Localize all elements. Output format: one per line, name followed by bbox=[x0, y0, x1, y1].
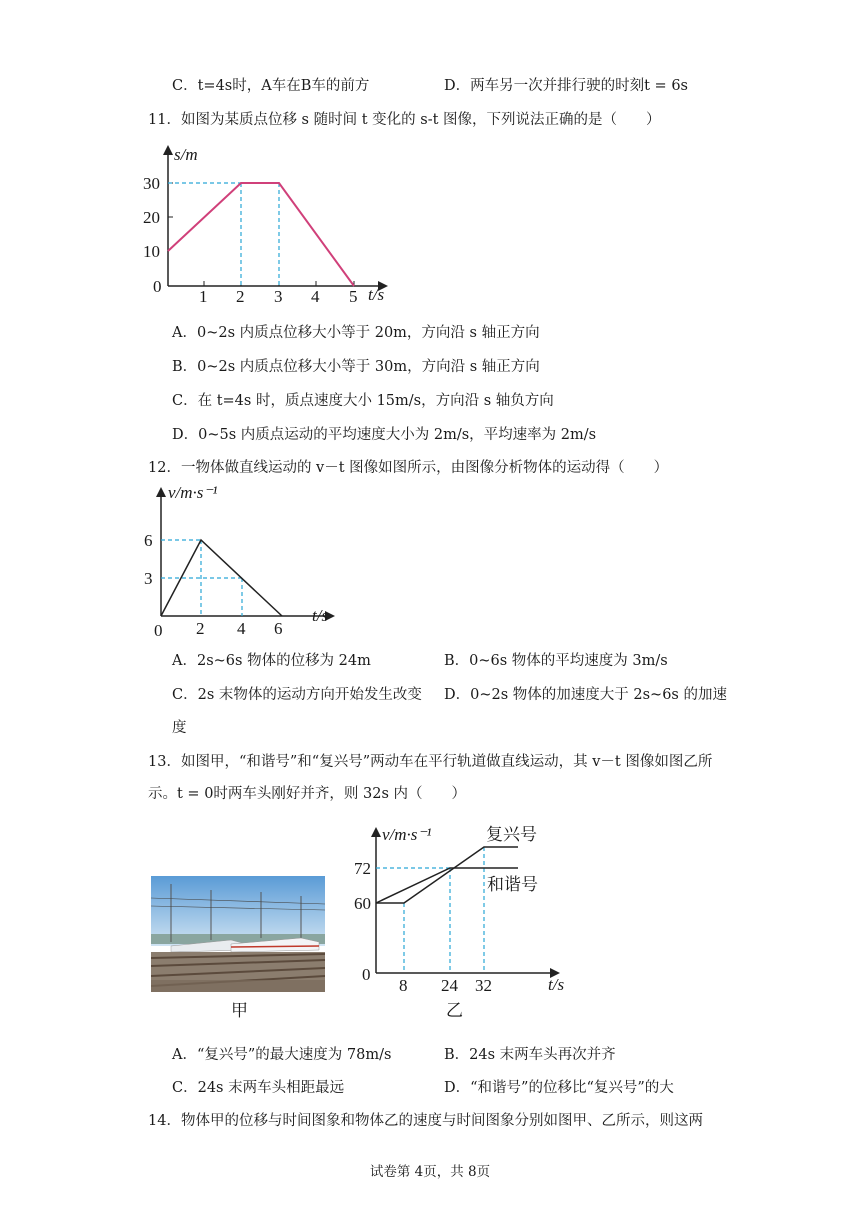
label-yi: 乙 bbox=[446, 1001, 463, 1021]
xtick-6: 6 bbox=[274, 619, 283, 638]
train-photo bbox=[151, 876, 325, 992]
train-photo-illustration bbox=[151, 876, 325, 992]
xtick-8: 8 bbox=[399, 976, 408, 995]
ytick-60: 60 bbox=[354, 894, 371, 913]
y-axis-label: v/m·s⁻¹ bbox=[168, 483, 218, 502]
xtick-4: 4 bbox=[237, 619, 246, 638]
q13-option-c: C．24s 末两车头相距最远 bbox=[172, 1080, 345, 1096]
label-jia: 甲 bbox=[231, 1001, 248, 1021]
xtick-5: 5 bbox=[349, 287, 358, 305]
q10-option-d: D．两车另一次并排行驶的时刻t = 6s bbox=[444, 78, 688, 94]
q12-option-c: C．2s 末物体的运动方向开始发生改变 bbox=[172, 687, 422, 703]
y-axis-arrow bbox=[163, 145, 173, 155]
origin: 0 bbox=[154, 621, 163, 640]
ytick-20: 20 bbox=[143, 208, 160, 227]
vt-line bbox=[161, 540, 282, 616]
legend-fuxing: 复兴号 bbox=[486, 825, 537, 844]
q13-vt-graph bbox=[350, 816, 590, 1016]
xtick-24: 24 bbox=[441, 976, 458, 995]
q12-stem: 12．一物体做直线运动的 v－t 图像如图所示，由图像分析物体的运动得（ ） bbox=[148, 460, 669, 476]
q13-option-b: B．24s 末两车头再次并齐 bbox=[444, 1047, 616, 1063]
origin: 0 bbox=[362, 965, 371, 984]
q12-option-d: D．0~2s 物体的加速度大于 2s~6s 的加速 bbox=[444, 687, 727, 703]
q11-st-graph bbox=[140, 140, 400, 305]
x-axis-label: t/s bbox=[368, 285, 385, 304]
ytick-6: 6 bbox=[144, 531, 153, 550]
q12-vt-graph bbox=[140, 478, 345, 640]
xtick-2: 2 bbox=[236, 287, 245, 305]
ytick-10: 10 bbox=[143, 242, 160, 261]
x-axis-label: t/s bbox=[312, 606, 329, 625]
xtick-1: 1 bbox=[199, 287, 208, 305]
xtick-2: 2 bbox=[196, 619, 205, 638]
page-footer: 试卷第 4页，共 8页 bbox=[369, 1164, 491, 1180]
xtick-32: 32 bbox=[475, 976, 492, 995]
y-axis-arrow bbox=[371, 827, 381, 837]
q11-option-c: C．在 t=4s 时，质点速度大小 15m/s，方向沿 s 轴负方向 bbox=[172, 393, 554, 409]
q13-option-a: A．“复兴号”的最大速度为 78m/s bbox=[172, 1047, 392, 1063]
ytick-30: 30 bbox=[143, 174, 160, 193]
origin: 0 bbox=[153, 277, 162, 296]
q11-option-a: A．0~2s 内质点位移大小等于 20m，方向沿 s 轴正方向 bbox=[172, 325, 540, 341]
q11-stem: 11．如图为某质点位移 s 随时间 t 变化的 s-t 图像，下列说法正确的是（ ） bbox=[148, 112, 661, 128]
q11-option-b: B．0~2s 内质点位移大小等于 30m，方向沿 s 轴正方向 bbox=[172, 359, 540, 375]
q13-option-d: D．“和谐号”的位移比“复兴号”的大 bbox=[444, 1080, 674, 1096]
q13-stem-line1: 13．如图甲，“和谐号”和“复兴号”两动车在平行轨道做直线运动，其 v－t 图像如图乙所 bbox=[148, 754, 713, 770]
ytick-72: 72 bbox=[354, 859, 371, 878]
q10-option-c: C．t=4s时，A车在B车的前方 bbox=[172, 78, 370, 94]
q12-option-a: A．2s~6s 物体的位移为 24m bbox=[172, 653, 371, 669]
st-line bbox=[168, 183, 354, 286]
q11-option-d: D．0~5s 内质点运动的平均速度大小为 2m/s，平均速率为 2m/s bbox=[172, 427, 597, 443]
x-axis-label: t/s bbox=[548, 975, 565, 994]
y-axis-label: v/m·s⁻¹ bbox=[382, 825, 432, 844]
q13-stem-line2: 示。t = 0时两车头刚好并齐，则 32s 内（ ） bbox=[148, 786, 467, 802]
y-axis-label: s/m bbox=[174, 145, 198, 164]
xtick-4: 4 bbox=[311, 287, 320, 305]
q14-stem: 14．物体甲的位移与时间图象和物体乙的速度与时间图象分别如图甲、乙所示，则这两 bbox=[148, 1113, 703, 1129]
y-axis-arrow bbox=[156, 487, 166, 497]
q12-option-b: B．0~6s 物体的平均速度为 3m/s bbox=[444, 653, 668, 669]
ytick-3: 3 bbox=[144, 569, 153, 588]
xtick-3: 3 bbox=[274, 287, 283, 305]
legend-hexie: 和谐号 bbox=[487, 875, 538, 894]
q12-option-d-continued: 度 bbox=[172, 720, 187, 736]
